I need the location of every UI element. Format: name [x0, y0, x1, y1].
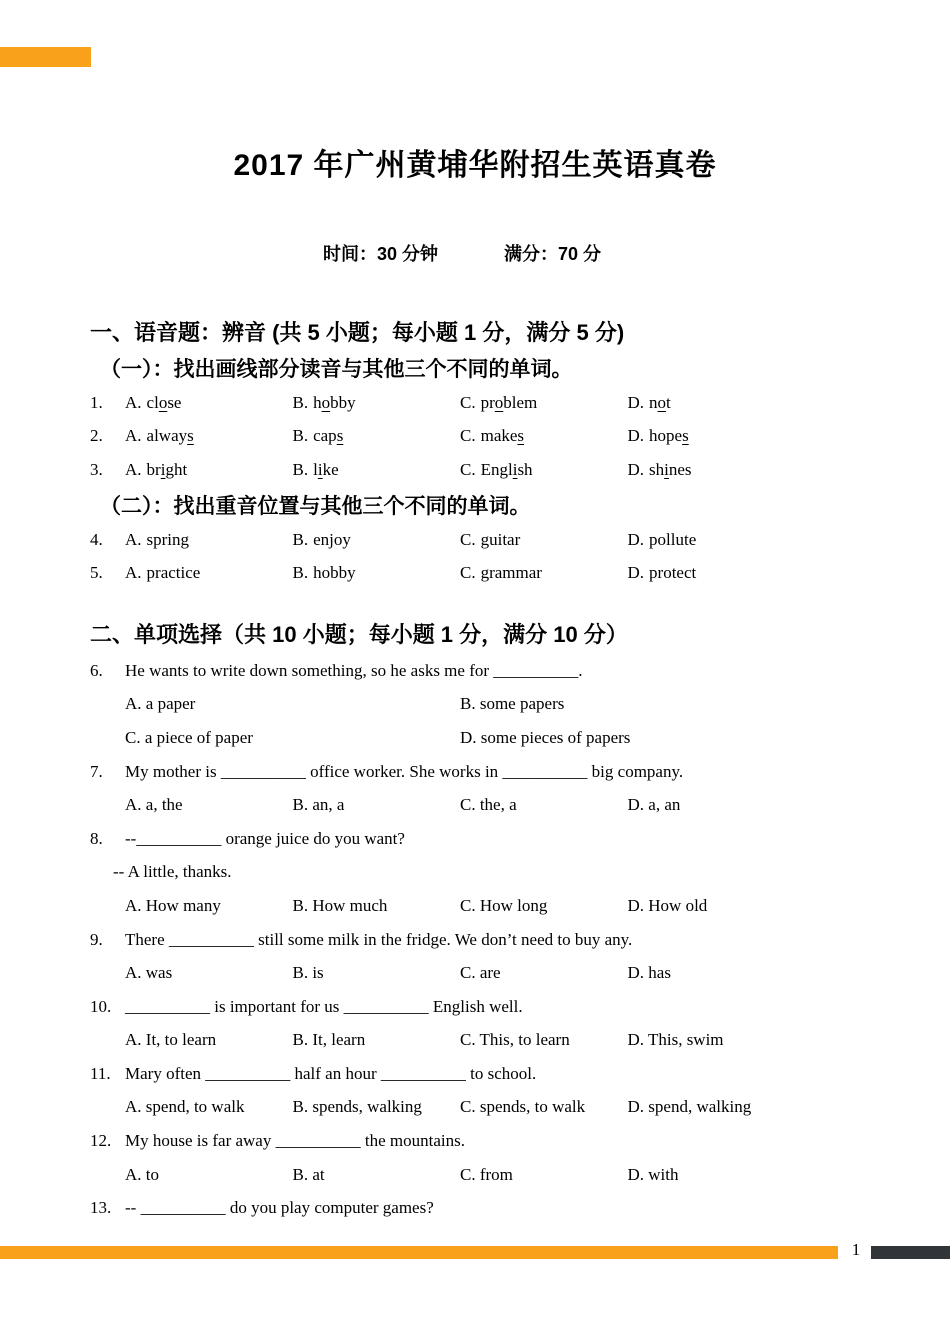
option: C. How long — [460, 895, 548, 915]
option: A. was — [125, 963, 173, 983]
option: A. It, to learn — [125, 1030, 217, 1050]
option — [293, 460, 461, 480]
word-part-before: n — [649, 392, 658, 412]
option: C. the, a — [460, 795, 517, 815]
option-label: C. — [460, 459, 476, 479]
option-word — [649, 460, 692, 479]
option — [628, 563, 796, 583]
option: D. has — [627, 963, 671, 983]
group-subheading: （二）：找出重音位置与其他三个不同的单词。 — [100, 494, 531, 518]
option-label: A. — [125, 563, 142, 583]
question-stem: -- __________ do you play computer games? — [125, 1198, 434, 1218]
option: A. How many — [125, 895, 221, 915]
underlined-letter: s — [517, 426, 525, 446]
page-number: 1 — [851, 1240, 861, 1259]
options-row — [90, 1158, 890, 1192]
option — [460, 460, 628, 480]
option-word — [147, 393, 182, 412]
option-label: A. — [125, 529, 142, 549]
word-part-before: alway — [146, 426, 188, 446]
underlined-letter: s — [336, 426, 344, 446]
option-word — [481, 426, 524, 445]
option: D. How old — [627, 895, 708, 915]
question-stem: My mother is __________ office worker. She works in __________ big company. — [125, 761, 684, 781]
option — [125, 426, 293, 446]
option-word — [313, 530, 351, 549]
question-row — [90, 523, 890, 557]
options-row — [90, 1091, 890, 1125]
option — [460, 426, 628, 446]
question-number: 12. — [90, 1131, 112, 1151]
option — [125, 530, 293, 550]
time-limit-label: 时间：30 分钟 — [323, 244, 439, 264]
word-part-before: pr — [480, 392, 495, 412]
option: B. is — [292, 963, 324, 983]
word-part-before: sh — [649, 459, 665, 479]
option-word — [649, 563, 696, 582]
underlined-letter: o — [158, 392, 168, 412]
option: B. It, learn — [292, 1030, 366, 1050]
option-label: B. — [292, 392, 309, 412]
page-title: 2017 年广州黄埔华附招生英语真卷 — [233, 149, 717, 183]
question-number: 11. — [90, 1063, 111, 1083]
word-part-after: nes — [668, 459, 692, 479]
question-stem: There __________ still some milk in the fridge. We don’t need to buy any. — [125, 929, 633, 949]
question-number: 8. — [90, 828, 103, 848]
option-label: D. — [627, 563, 645, 583]
option: C. spends, to walk — [460, 1097, 586, 1117]
top-accent-bar — [0, 47, 91, 67]
word-part-before: enjoy — [313, 529, 351, 549]
word-part-before: pollute — [649, 529, 697, 549]
section-heading: 一、语音题：辨音 (共 5 小题；每小题 1 分，满分 5 分) — [90, 319, 625, 345]
option-label: B. — [292, 426, 309, 446]
option — [125, 563, 293, 583]
option-label: A. — [125, 392, 142, 412]
option: D. spend, walking — [627, 1097, 752, 1117]
word-part-before: spring — [146, 529, 190, 549]
question-number: 2. — [90, 426, 103, 446]
option-word — [313, 563, 356, 582]
underlined-letter: i — [512, 459, 518, 479]
word-part-after: ke — [322, 459, 339, 479]
word-part-after: se — [167, 392, 182, 412]
option-word — [649, 393, 671, 412]
option-word — [313, 426, 343, 445]
word-part-before: hobby — [313, 563, 356, 583]
option: B. some papers — [460, 694, 565, 714]
option — [628, 426, 796, 446]
option-label: A. — [125, 426, 142, 446]
group-subheading: （一）：找出画线部分读音与其他三个不同的单词。 — [100, 358, 573, 381]
question-number: 7. — [90, 761, 103, 781]
option — [460, 393, 628, 413]
option: C. a piece of paper — [125, 727, 253, 747]
option: B. an, a — [292, 795, 345, 815]
option — [125, 393, 293, 413]
option: D. This, swim — [627, 1030, 724, 1050]
word-part-before: protect — [649, 563, 697, 583]
question-stem: Mary often __________ half an hour __________ to school. — [125, 1063, 537, 1083]
option: B. How much — [292, 895, 388, 915]
question-stem: __________ is important for us __________ English well. — [125, 996, 523, 1016]
footer-dark-bar — [871, 1246, 950, 1259]
question-row — [90, 420, 890, 454]
underlined-letter: s — [682, 426, 689, 446]
option: A. a paper — [125, 694, 196, 714]
options-row — [90, 721, 890, 755]
option-word — [649, 426, 689, 445]
question-number: 5. — [90, 563, 103, 583]
options-row — [90, 788, 890, 822]
option-label: B. — [292, 563, 309, 583]
options-row — [90, 1024, 890, 1058]
question-stem: --__________ orange juice do you want? — [125, 828, 405, 848]
option: D. some pieces of papers — [460, 727, 631, 747]
word-part-before: cl — [146, 392, 159, 412]
word-part-before: hope — [649, 426, 683, 446]
options-row — [90, 688, 890, 722]
option: C. This, to learn — [460, 1030, 570, 1050]
option: D. with — [627, 1164, 679, 1184]
word-part-before: guitar — [480, 529, 521, 549]
option-word — [147, 563, 201, 582]
word-part-before: br — [146, 459, 161, 479]
question-stem: He wants to write down something, so he asks me for __________. — [125, 660, 583, 680]
word-part-after: ght — [165, 459, 188, 479]
option-label: C. — [460, 426, 476, 446]
option-word — [481, 460, 533, 479]
option-label: D. — [627, 392, 645, 412]
underlined-letter: i — [317, 459, 323, 479]
question-stem-row — [90, 822, 890, 856]
option: C. are — [460, 963, 501, 983]
option: A. to — [125, 1164, 159, 1184]
underlined-letter: o — [494, 392, 504, 412]
underlined-letter: i — [160, 459, 166, 479]
question-stem-row — [90, 990, 890, 1024]
option-label: B. — [292, 529, 309, 549]
question-stem-row — [90, 1191, 890, 1225]
question-number: 3. — [90, 459, 103, 479]
word-part-after: t — [666, 392, 671, 412]
exam-meta — [323, 240, 601, 266]
option-label: A. — [125, 459, 142, 479]
option — [460, 530, 628, 550]
option-label: B. — [292, 459, 309, 479]
dialog-reply: -- A little, thanks. — [113, 862, 232, 882]
option: C. from — [460, 1164, 513, 1184]
question-stem-row — [90, 654, 890, 688]
option: D. a, an — [627, 795, 681, 815]
option-word — [147, 460, 188, 479]
option-label: C. — [460, 529, 476, 549]
full-score-label: 满分：70 分 — [504, 244, 602, 264]
option — [628, 460, 796, 480]
word-part-after: sh — [517, 459, 533, 479]
option-word — [147, 530, 190, 549]
option — [125, 460, 293, 480]
option: B. spends, walking — [292, 1097, 422, 1117]
question-stem: My house is far away __________ the mountains. — [125, 1131, 465, 1151]
option — [460, 563, 628, 583]
options-row — [90, 889, 890, 923]
question-stem-row — [90, 1124, 890, 1158]
word-part-before: cap — [313, 426, 337, 446]
word-part-before: practice — [146, 563, 201, 583]
option-word — [313, 393, 356, 412]
question-number: 9. — [90, 929, 103, 949]
option — [293, 530, 461, 550]
question-stem-row — [90, 923, 890, 957]
option-label: D. — [627, 529, 645, 549]
option — [293, 563, 461, 583]
word-part-before: l — [313, 459, 318, 479]
option-label: C. — [460, 392, 476, 412]
option-word — [313, 460, 339, 479]
option-word — [481, 393, 538, 412]
underlined-letter: i — [664, 459, 669, 479]
question-row — [90, 453, 890, 487]
question-stem-row — [90, 1057, 890, 1091]
question-number: 13. — [90, 1198, 112, 1218]
question-number: 4. — [90, 529, 103, 549]
underlined-letter: s — [187, 426, 194, 446]
underlined-letter: o — [657, 392, 667, 412]
question-stem-row — [90, 755, 890, 789]
option-label: C. — [460, 563, 476, 583]
option-word — [649, 530, 696, 549]
exam-body — [90, 312, 890, 1225]
option-word — [147, 426, 194, 445]
question-row — [90, 386, 890, 420]
option — [628, 530, 796, 550]
option: A. a, the — [125, 795, 183, 815]
question-row — [90, 556, 890, 590]
underlined-letter: o — [321, 392, 331, 412]
word-part-after: bby — [330, 392, 356, 412]
option-word — [481, 563, 542, 582]
option — [293, 393, 461, 413]
option-label: D. — [627, 459, 645, 479]
option-label: D. — [627, 426, 645, 446]
option: B. at — [292, 1164, 325, 1184]
option-word — [481, 530, 521, 549]
option — [628, 393, 796, 413]
word-part-before: grammar — [480, 563, 542, 583]
word-part-before: h — [313, 392, 322, 412]
word-part-before: make — [480, 426, 518, 446]
question-number: 6. — [90, 660, 103, 680]
word-part-before: Engl — [480, 459, 513, 479]
option: A. spend, to walk — [125, 1097, 245, 1117]
options-row — [90, 956, 890, 990]
word-part-after: blem — [503, 392, 538, 412]
question-number: 1. — [90, 392, 103, 412]
question-number: 10. — [90, 996, 112, 1016]
section-heading: 二、单项选择（共 10 小题；每小题 1 分，满分 10 分） — [90, 622, 628, 648]
footer-accent-bar — [0, 1246, 838, 1259]
option — [293, 426, 461, 446]
